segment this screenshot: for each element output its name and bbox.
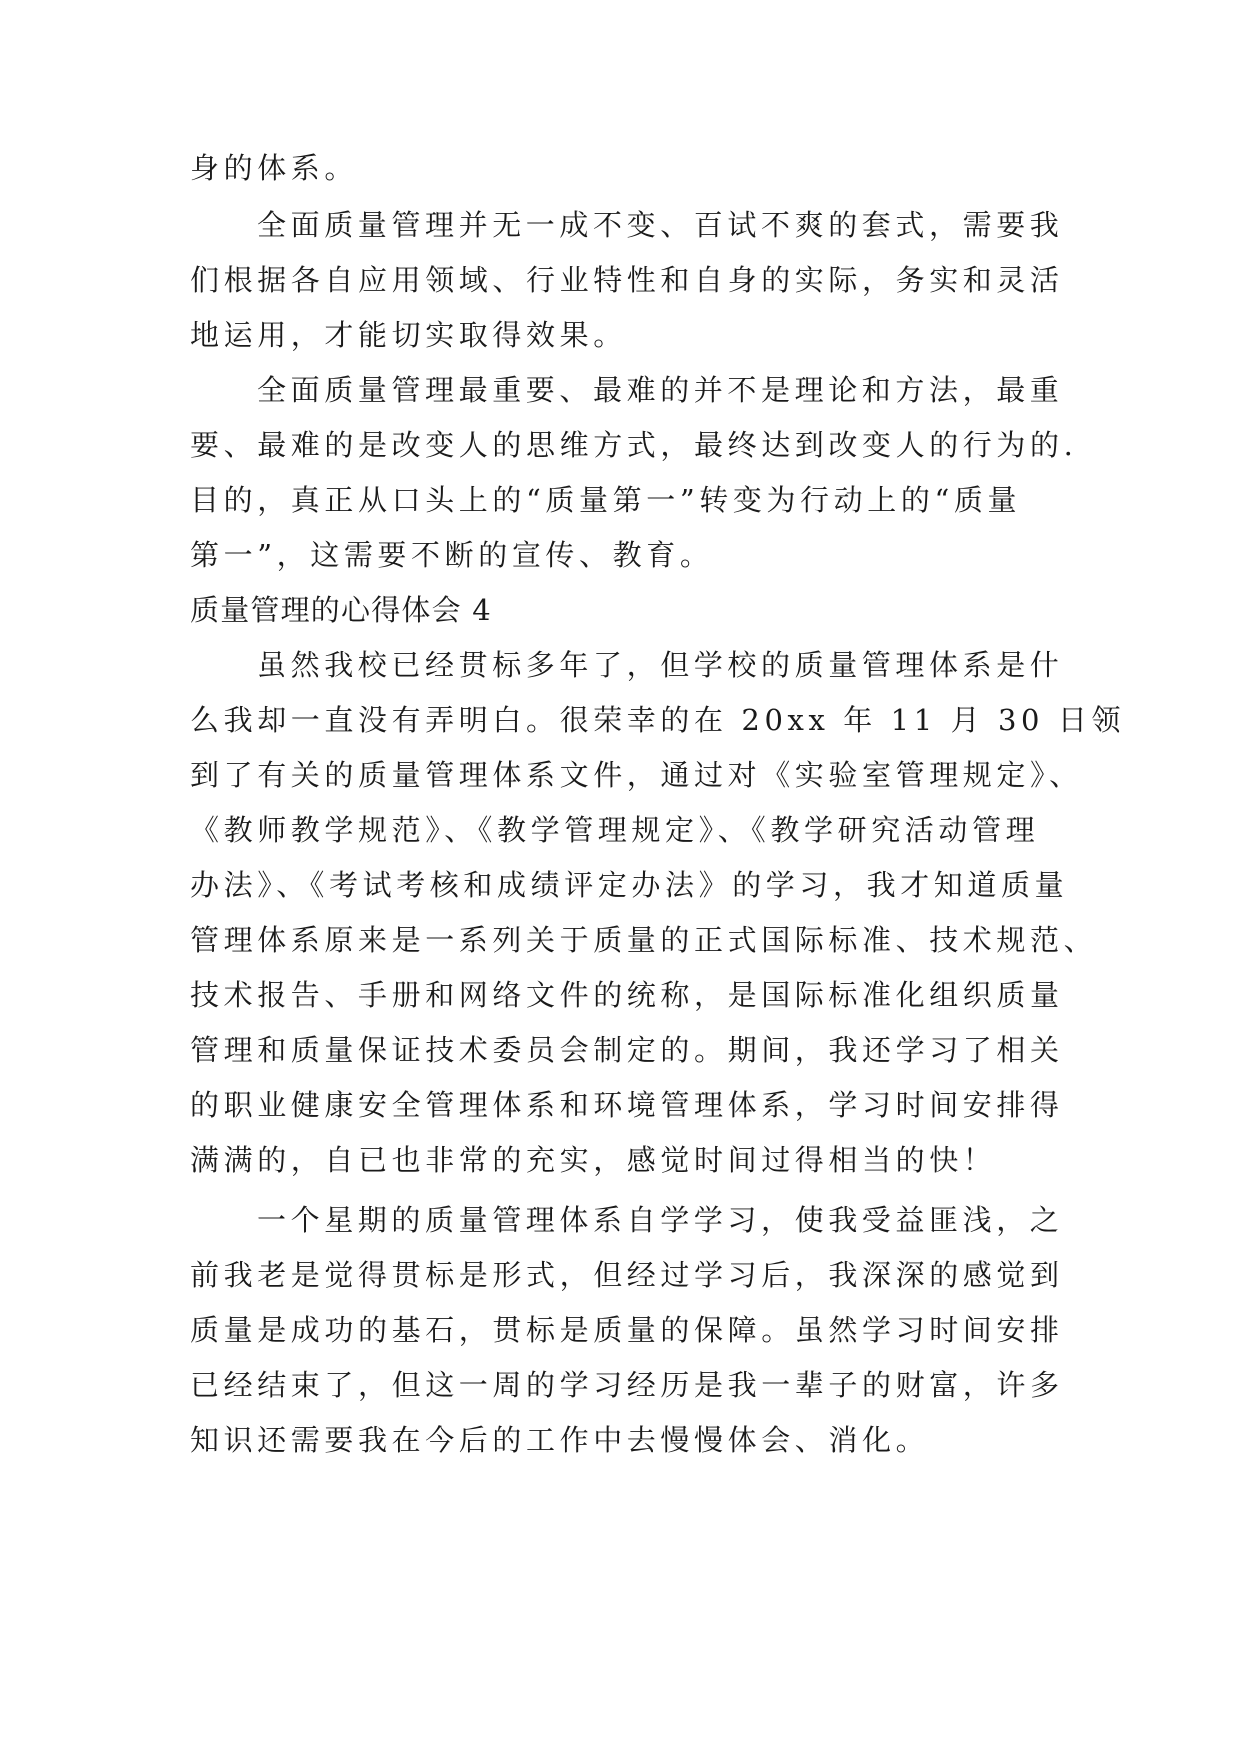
text-line: 技术报告、手册和网络文件的统称，是国际标准化组织质量 bbox=[190, 978, 1064, 1012]
paragraph-start-line: 全面质量管理并无一成不变、百试不爽的套式，需要我 bbox=[257, 208, 1064, 242]
text-line: 满满的，自已也非常的充实，感觉时间过得相当的快！ bbox=[190, 1143, 997, 1177]
text-line: 前我老是觉得贯标是形式，但经过学习后，我深深的感觉到 bbox=[190, 1258, 1064, 1292]
paragraph-start-line: 一个星期的质量管理体系自学学习，使我受益匪浅，之 bbox=[257, 1203, 1064, 1237]
text-line: 知识还需要我在今后的工作中去慢慢体会、消化。 bbox=[190, 1423, 930, 1457]
text-line: 的职业健康安全管理体系和环境管理体系，学习时间安排得 bbox=[190, 1088, 1064, 1122]
text-line: 管理和质量保证技术委员会制定的。期间，我还学习了相关 bbox=[190, 1033, 1064, 1067]
text-line: 么我却一直没有弄明白。很荣幸的在 20xx 年 11 月 30 日领 bbox=[190, 703, 1126, 737]
text-line: 们根据各自应用领域、行业特性和自身的实际，务实和灵活 bbox=[190, 263, 1064, 297]
paragraph-start-line: 全面质量管理最重要、最难的并不是理论和方法，最重 bbox=[257, 373, 1064, 407]
text-line: 《教师教学规范》、《教学管理规定》、《教学研究活动管理 bbox=[190, 813, 1040, 847]
section-heading: 质量管理的心得体会 4 bbox=[190, 593, 492, 627]
paragraph-start-line: 虽然我校已经贯标多年了，但学校的质量管理体系是什 bbox=[257, 648, 1064, 682]
text-line: 第一”，这需要不断的宣传、教育。 bbox=[190, 538, 714, 572]
text-line: 已经结束了，但这一周的学习经历是我一辈子的财富，许多 bbox=[190, 1368, 1064, 1402]
text-line: 到了有关的质量管理体系文件，通过对《实验室管理规定》、 bbox=[190, 758, 1083, 792]
text-line: 质量是成功的基石，贯标是质量的保障。虽然学习时间安排 bbox=[190, 1313, 1064, 1347]
text-line: 办法》、《考试考核和成绩评定办法》的学习，我才知道质量 bbox=[190, 868, 1069, 902]
text-line: 目的，真正从口头上的“质量第一”转变为行动上的“质量 bbox=[190, 483, 1022, 517]
text-line: 身的体系。 bbox=[190, 151, 359, 185]
text-line: 要、最难的是改变人的思维方式，最终达到改变人的行为的. bbox=[190, 428, 1078, 462]
text-line: 管理体系原来是一系列关于质量的正式国际标准、技术规范、 bbox=[190, 923, 1098, 957]
text-line: 地运用，才能切实取得效果。 bbox=[190, 318, 627, 352]
